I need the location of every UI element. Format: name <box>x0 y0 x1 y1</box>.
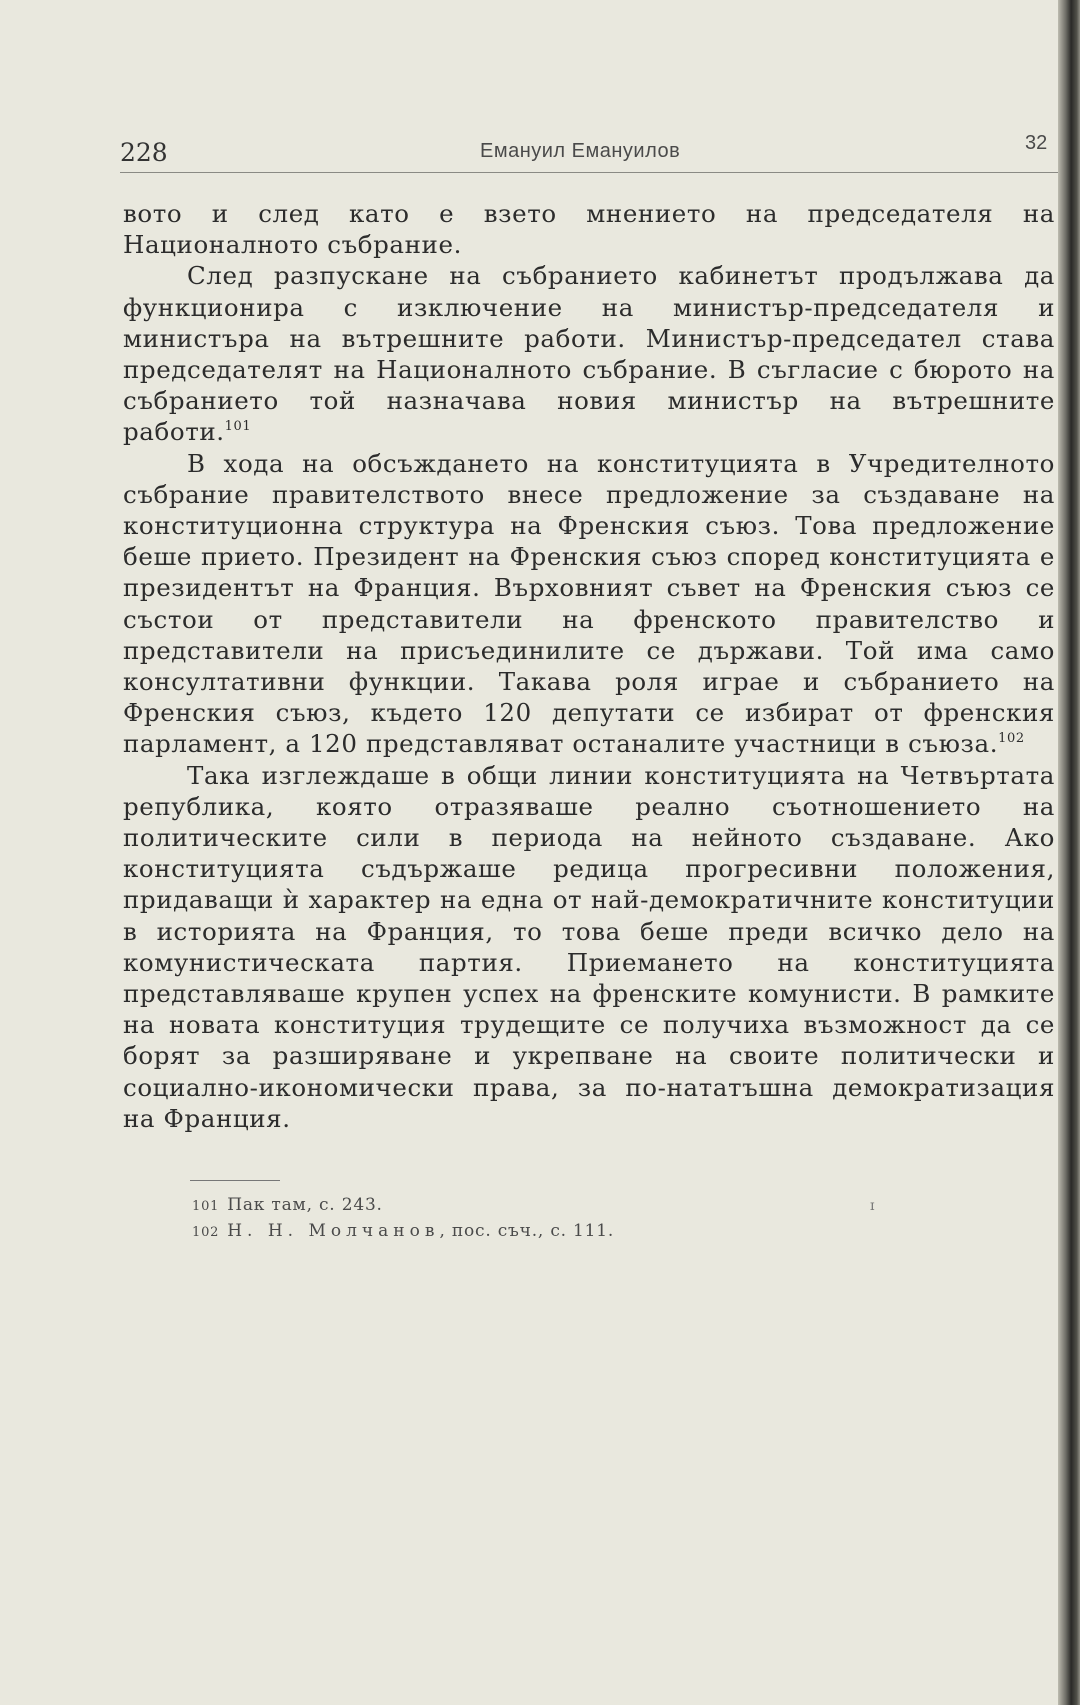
paragraph-3-text: В хода на обсъждането на конституцията в Учредителното събрание правителството внесе предложение за създаване на конституционна структура на Френския съюз. Това предложение беше прието. Президент на Френския съюз според конституцията е президентът на Франция. Върховният съвет на Френския съюз се състои от представители на френското правителство и представители на присъединилите се държави. Той има само консултативни функции. Такава роля играе и събранието на Френския съюз, където 120 депутати се избират от френския парламент, а 120 представляват останалите участници в съюза. <box>123 448 1055 759</box>
page-header <box>120 132 1058 173</box>
margin-mark: ɪ <box>870 1198 875 1214</box>
footnote-101 <box>192 1193 892 1219</box>
corner-number: 32 <box>1025 132 1048 154</box>
footnote-divider <box>190 1180 280 1181</box>
footnote-number: 101 <box>192 1199 220 1214</box>
footnote-text: Пак там, с. 243. <box>227 1195 383 1215</box>
paragraph-continuation <box>123 198 1055 260</box>
paragraph-cabinet <box>123 260 1055 447</box>
footnote-ref-101[interactable]: 101 <box>224 419 252 435</box>
page-number: 228 <box>120 138 168 167</box>
footnote-number: 102 <box>192 1225 220 1240</box>
paragraph-1-text: вото и след като е взето мнението на председателя на Националното събрание. <box>123 199 1055 260</box>
paragraph-fourth-republic <box>123 760 1055 1134</box>
footnotes <box>192 1193 892 1245</box>
paragraph-4-text: Така изглеждаше в общи линии конституцията на Четвъртата република, която отразяваше реално съотношението на политическите сили в периода на нейното създаване. Ако конституцията съдържаше редица прогресивни положения, придаващи ѝ характер на една от най-демократичните конституции в историята на Франция, то това беше преди всичко дело на комунистическата партия. Приемането на конституцията представляваше крупен успех на френските комунисти. В рамките на новата конституция трудещите се получиха възможност да се борят за разширяване и укрепване на своите политически и социално-икономически права, за по-нататъшна демократизация на Франция. <box>123 760 1055 1133</box>
book-spine-edge <box>1058 0 1080 1705</box>
footnote-author: Н. Н. Молчанов <box>227 1221 440 1241</box>
footnote-102 <box>192 1219 892 1245</box>
footnote-text: , пос. съч., с. 111. <box>439 1221 615 1241</box>
footnote-ref-102[interactable]: 102 <box>998 731 1025 747</box>
paragraph-french-union <box>123 448 1055 760</box>
running-head: Емануил Емануилов <box>480 140 681 162</box>
main-text <box>123 198 1055 1134</box>
paragraph-2-text: След разпускане на събранието кабинетът продължава да функционира с изключение на министър-председателя и министъра на вътрешните работи. Министър-председател става председателят на Националното събрание. В съгласие с бюрото на събранието той назначава новия министър на вътрешните работи. <box>123 261 1055 447</box>
